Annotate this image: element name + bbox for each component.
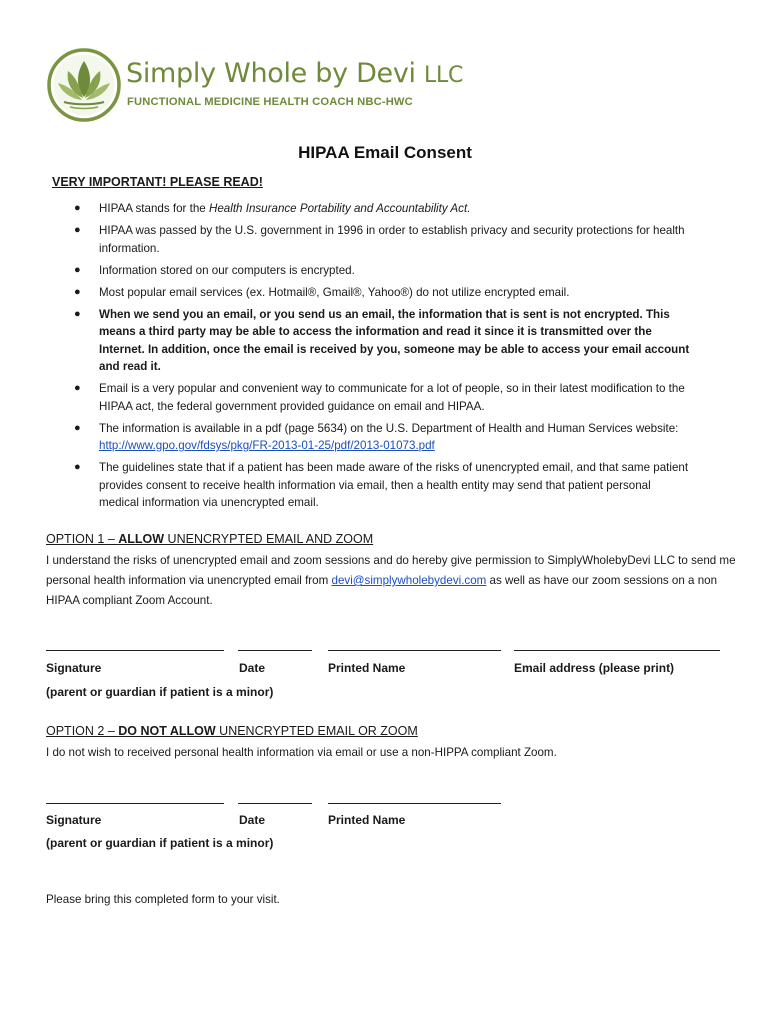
- list-item: ● Email is a very popular and convenient way to communicate for a lot of people, so in their latest modification to the HIPAA act, the federal government provided guidance on email and HIPAA.: [74, 382, 685, 413]
- info-bullet-list: [72, 200, 692, 516]
- hhs-pdf-link[interactable]: http://www.gpo.gov/fdsys/pkg/FR-2013-01-25/pdf/2013-01073.pdf: [99, 439, 435, 452]
- brand-name-text: Simply Whole by Devi: [126, 58, 416, 89]
- bullet-text: When we send you an email, or you send us an email, the information that is sent is not encrypted. This means a third party may be able to access the information and read it since it is transmitted over the Internet. In addition, once the email is received by you, someone may be able to access your email account and read it.: [99, 307, 690, 373]
- bullet-text: HIPAA was passed by the U.S. government in 1996 in order to establish privacy and security protections for health information.: [99, 224, 685, 255]
- option1-prefix: OPTION 1 –: [46, 532, 119, 546]
- minor-note: (parent or guardian if patient is a minor): [46, 836, 274, 850]
- option2-heading: [46, 724, 418, 738]
- bullet-text: The guidelines state that if a patient has been made aware of the risks of unencrypted email, and that same patient provides consent to receive health information via email, then a health entity may send that patient personal medical information via unencrypted email.: [99, 461, 689, 509]
- signature-label: Signature: [46, 661, 102, 675]
- brand-name: [126, 58, 463, 89]
- email-link[interactable]: devi@simplywholebydevi.com: [331, 574, 487, 587]
- bullet-text: The information is available in a pdf (page 5634) on the U.S. Department of Health and Human Services website:: [99, 421, 679, 435]
- closing-instruction: Please bring this completed form to your visit.: [46, 893, 280, 906]
- option2-prefix: OPTION 2 –: [46, 724, 119, 738]
- email-address-line[interactable]: [514, 650, 720, 651]
- email-address-label: Email address (please print): [514, 661, 675, 675]
- list-item: ● Most popular email services (ex. Hotmail®, Gmail®, Yahoo®) do not utilize encrypted email.: [74, 285, 570, 299]
- brand-suffix: LLC: [424, 63, 464, 88]
- date-line[interactable]: [238, 650, 312, 651]
- printed-name-label: Printed Name: [328, 813, 406, 827]
- option1-text: I understand the risks of unencrypted email and zoom sessions and do hereby give permission to SimplyWholebyDevi LLC to send me personal health information via unencrypted email from: [46, 554, 736, 587]
- list-item: ● Information stored on our computers is encrypted.: [74, 263, 355, 277]
- date-label: Date: [239, 661, 266, 675]
- list-item: ● HIPAA stands for the Health Insurance Portability and Accountability Act.: [74, 202, 471, 215]
- lotus-icon: [46, 47, 122, 123]
- date-line[interactable]: [238, 803, 312, 804]
- bullet-text: HIPAA stands for the: [99, 202, 209, 215]
- signature-line[interactable]: [46, 803, 224, 804]
- document-title: HIPAA Email Consent: [298, 143, 472, 162]
- option1-heading: [46, 532, 373, 546]
- minor-note: (parent or guardian if patient is a minor): [46, 685, 274, 699]
- bullet-text: Email is a very popular and convenient way to communicate for a lot of people, so in their latest modification to the HIPAA act, the federal government provided guidance on email and HIPAA.: [99, 382, 685, 413]
- printed-name-line[interactable]: [328, 803, 501, 804]
- option1-keyword: ALLOW: [118, 532, 165, 546]
- option1-suffix: UNENCRYPTED EMAIL AND ZOOM: [164, 532, 374, 546]
- signature-line[interactable]: [46, 650, 224, 651]
- date-label: Date: [239, 813, 266, 827]
- option1-text-end: as well as have our zoom sessions on a non HIPAA compliant Zoom Account.: [46, 574, 718, 607]
- list-item: ● HIPAA was passed by the U.S. government in 1996 in order to establish privacy and security protections for health information.: [74, 224, 685, 255]
- list-item: ● When we send you an email, or you send us an email, the information that is sent is not encrypted. This means a third party may be able to access the information and read it since it is transmitted over the Internet. In addition, once the email is received by you, someone may be able to access your email account and read it.: [74, 307, 690, 373]
- printed-name-line[interactable]: [328, 650, 501, 651]
- signature-label: Signature: [46, 813, 102, 827]
- list-item: ● The information is available in a pdf (page 5634) on the U.S. Department of Health and Human Services website: http://www.gpo.gov/fdsys/pkg/FR-2013-01-25/pdf/2013-01073.pdf: [74, 421, 679, 452]
- option2-statement: I do not wish to received personal health information via email or use a non-HIPPA compliant Zoom.: [46, 746, 557, 759]
- bullet-emphasis: Health Insurance Portability and Accountability Act.: [208, 202, 471, 215]
- bullet-text: Information stored on our computers is encrypted.: [99, 263, 355, 277]
- list-item: ● The guidelines state that if a patient has been made aware of the risks of unencrypted email, and that same patient provides consent to receive health information via email, then a health entity may send that patient personal medical information via unencrypted email.: [74, 461, 689, 509]
- option2-suffix: UNENCRYPTED EMAIL OR ZOOM: [215, 724, 418, 738]
- printed-name-label: Printed Name: [328, 661, 406, 675]
- option2-keyword: DO NOT ALLOW: [118, 724, 216, 738]
- bullet-text: Most popular email services (ex. Hotmail®, Gmail®, Yahoo®) do not utilize encrypted email.: [99, 285, 570, 299]
- brand-tagline: FUNCTIONAL MEDICINE HEALTH COACH NBC-HWC: [127, 96, 413, 108]
- important-notice: VERY IMPORTANT! PLEASE READ!: [52, 175, 263, 189]
- option1-statement: [46, 551, 746, 611]
